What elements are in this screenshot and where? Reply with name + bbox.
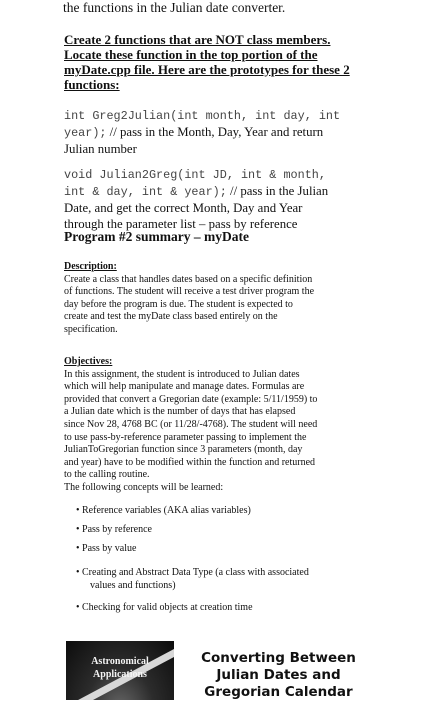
description-line: of functions. The student will receive a test driver program the [64,286,315,298]
objectives-line: to use pass-by-reference parameter passing to implement the [64,431,307,443]
bullet-icon: • [76,505,83,516]
list-item: • Pass by reference [76,524,152,535]
description-line: day before the program is due. The student is expected to [64,298,293,310]
objectives-line: The following concepts will be learned: [64,481,224,493]
objectives-line: provided that convert a Gregorian date (example: 5/11/1959) to [64,393,318,405]
task-line: Create 2 functions that are NOT class members. [64,32,331,47]
objectives-line: In this assignment, the student is introduced to Julian dates [64,368,300,380]
prototype-code: void Julian2Greg(int JD, int & month, [64,168,326,182]
objectives-heading: Objectives: [64,356,113,367]
description-section [64,261,314,337]
prototype-code: int Greg2Julian(int month, int day, int [64,109,341,123]
task-line: myDate.cpp file. Here are the prototypes for these 2 [64,62,350,77]
description-line: create and test the myDate class based entirely on the [64,311,278,323]
bullet-icon: • [76,524,83,535]
bullet-icon: • [76,601,83,613]
description-line: specification. [64,323,118,335]
objectives-section [64,356,317,495]
list-item: • Checking for valid objects at creation time [76,601,253,613]
prototype-code: year); [64,126,107,140]
prototype-julian2greg [64,166,328,232]
objectives-line: a Julian date which is the number of days that has elapsed [64,406,296,418]
description-heading: Description: [64,261,117,272]
prototype-description: through the parameter list – pass by reference [64,217,298,231]
task-line: Locate these function in the top portion of the [64,47,318,62]
prototype-description: Date, and get the correct Month, Day and Year [64,201,303,215]
task-instructions [64,32,350,92]
prototype-code: int & day, int & year); [64,185,227,199]
bullet-icon: • [76,543,83,554]
footer-title-line: Julian Dates and [216,667,341,683]
image-caption: Applications [93,669,147,680]
description-line: Create a class that handles dates based on a specific definition [64,273,313,285]
concept-bullet-list [76,505,309,614]
objectives-line: to the calling routine. [64,469,150,481]
list-item: • Pass by value [76,543,137,554]
list-item: • Creating and Abstract Data Type (a class with associated [76,567,309,578]
objectives-line: since Nov 28, 4768 BC (or 11/28/-4768). The student will need [64,418,318,430]
prototype-description: Julian number [64,142,137,156]
astronomical-applications-image [66,641,174,700]
list-item: • Reference variables (AKA alias variables) [76,505,251,516]
prototype-description: // pass in the Month, Day, Year and return [106,125,324,139]
footer-title [186,650,371,701]
intro-line: the functions in the Julian date converter. [63,0,286,15]
image-caption: Astronomical [91,656,149,667]
task-line: functions: [64,77,120,92]
footer-title-line: Gregorian Calendar [204,684,353,700]
objectives-line: which will help manipulate and manage dates. Formulas are [64,381,305,393]
list-item-continuation: values and functions) [90,579,176,591]
prototype-description: // pass in the Julian [226,184,329,198]
objectives-line: and year) have to be modified within the function and returned [64,456,316,468]
bullet-icon: • [76,567,83,578]
summary-title: Program #2 summary – myDate [64,229,249,244]
objectives-line: JulianToGregorian function since 3 parameters (month, day [64,444,303,456]
prototype-greg2julian [64,107,340,157]
footer-title-line: Converting Between [201,650,356,666]
